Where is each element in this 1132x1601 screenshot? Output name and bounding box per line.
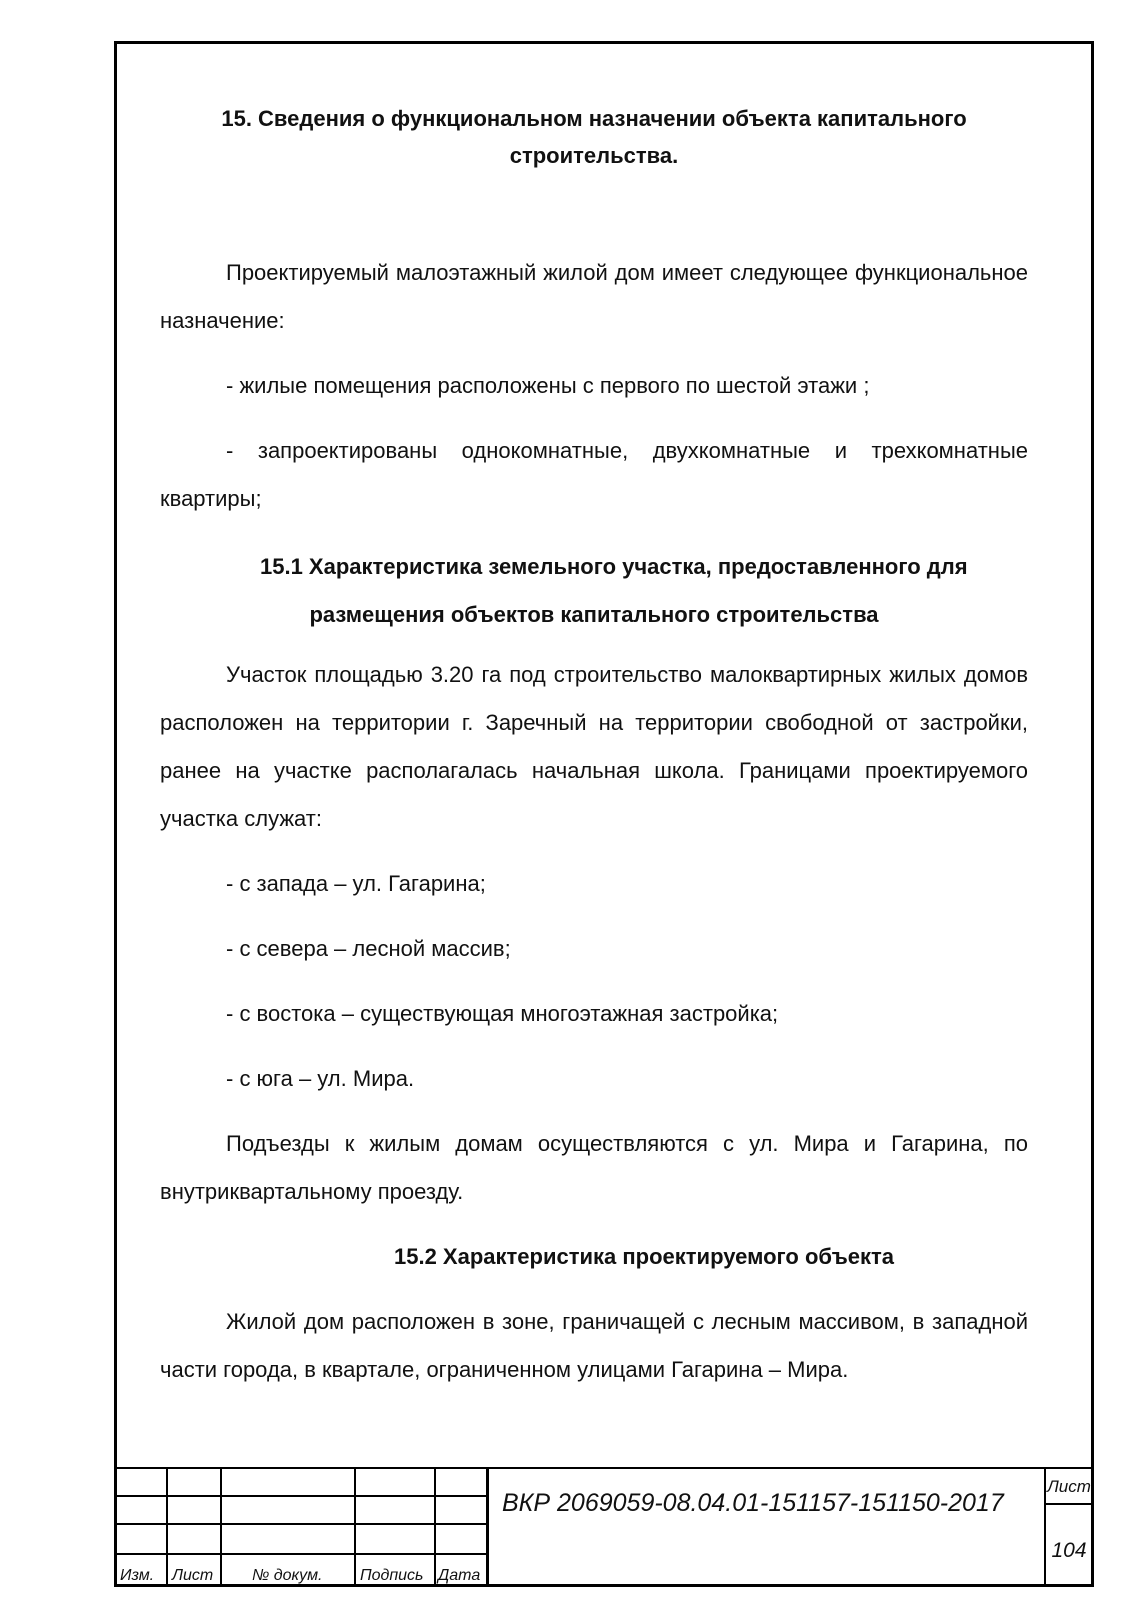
grid-col-line-5 [486,1467,489,1587]
grid-col-line-4 [434,1467,436,1587]
section-15-1-para1: Участок площадью 3.20 га под строительство малоквартирных жилых домов расположен на территории г. Заречный на территории свободной от застройки, ранее на участке располагалась начальная школа. Границами проектируемого участка служат: [160,662,1028,831]
grid-col-line-2 [220,1467,222,1587]
boundary-north: - с севера – лесной массив; [226,936,511,961]
section-15-2-para1: Жилой дом расположен в зоне, граничащей с лесным массивом, в западной части города, в квартале, ограниченном улицами Гагарина – Мира. [160,1309,1028,1382]
grid-row-line-2 [114,1523,488,1525]
col-sign-label: Подпись [360,1567,424,1584]
section-15-title [160,100,1028,174]
section-15-intro: Проектируемый малоэтажный жилой дом имеет следующее функциональное назначение: [160,260,1028,333]
grid-row-line-1 [114,1495,488,1497]
section-15-item2: - запроектированы однокомнатные, двухкомнатные и трехкомнатные квартиры; [160,438,1028,511]
section-15-1-para2: Подъезды к жилым домам осуществляются с ул. Мира и Гагарина, по внутриквартальному проезду. [160,1131,1028,1204]
col-doc-label: № докум. [252,1567,323,1584]
col-izm-label: Изм. [120,1567,155,1584]
section-15-title-line2: строительства. [509,143,679,168]
document-body [160,100,1028,1394]
sheet-box [1044,1467,1094,1587]
sheet-number: 104 [1051,1539,1087,1562]
boundary-south: - с юга – ул. Мира. [226,1066,415,1091]
section-15-title-line1: 15. Сведения о функциональном назначении объекта капитального [221,106,967,131]
grid-row-line-3 [114,1553,488,1555]
section-15-1-title-line2: размещения объектов капитального строительства [309,602,879,627]
title-block-grid [114,1467,488,1587]
document-code: ВКР 2069059-08.04.01-151157-151150-2017 [502,1489,1004,1517]
section-15-2-title: 15.2 Характеристика проектируемого объекта [393,1244,895,1269]
grid-col-line-3 [354,1467,356,1587]
section-15-item1: - жилые помещения расположены с первого по шестой этажи ; [226,373,870,398]
section-15-1-title [160,543,1028,639]
sheet-box-divider [1044,1503,1094,1505]
section-15-1-title-line1: 15.1 Характеристика земельного участка, предоставленного для [260,554,968,579]
col-list-label: Лист [172,1567,214,1584]
grid-col-line-1 [166,1467,168,1587]
title-block [114,1467,1094,1587]
boundary-east: - с востока – существующая многоэтажная застройка; [226,1001,779,1026]
sheet-label: Лист [1047,1477,1091,1496]
boundary-west: - с запада – ул. Гагарина; [226,871,486,896]
col-date-label: Дата [438,1567,481,1584]
